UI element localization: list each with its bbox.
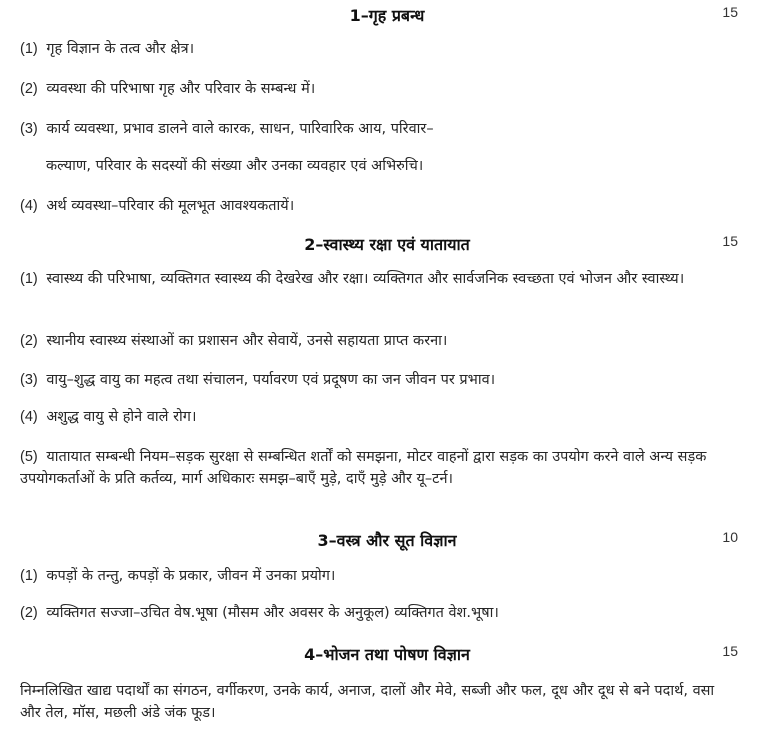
item-text: अशुद्ध वायु से होने वाले रोग। (46, 409, 197, 425)
item-number: (4) (20, 198, 38, 214)
item-text: कार्य व्यवस्था, प्रभाव डालने वाले कारक, साधन, पारिवारिक आय, परिवार– (46, 121, 434, 137)
list-item (20, 330, 735, 352)
list-item (20, 565, 735, 587)
list-item (20, 78, 735, 100)
section-marks: 15 (722, 4, 738, 20)
section-title: 2–स्वास्थ्य रक्षा एवं यातायात (304, 235, 470, 254)
section-4-heading (0, 643, 774, 667)
item-number: (2) (20, 605, 38, 621)
list-item-continuation (46, 155, 761, 177)
section-title: 4–भोजन तथा पोषण विज्ञान (304, 645, 470, 664)
list-item (20, 602, 735, 624)
list-item (20, 118, 735, 140)
section-2-heading (0, 233, 774, 257)
item-number: (2) (20, 81, 38, 97)
section-title: 1–गृह प्रबन्ध (349, 6, 425, 25)
item-text: वायु–शुद्ध वायु का महत्व तथा संचालन, पर्यावरण एवं प्रदूषण का जन जीवन पर प्रभाव। (46, 372, 496, 388)
item-text: कपड़ों के तन्तु, कपड़ों के प्रकार, जीवन में उनका प्रयोग। (46, 568, 336, 584)
section-marks: 10 (722, 529, 738, 545)
item-number: (3) (20, 372, 38, 388)
section-3-heading (0, 529, 774, 553)
item-text: निम्नलिखित खाद्य पदार्थों का संगठन, वर्गीकरण, उनके कार्य, अनाज, दालों और मेवे, सब्जी और फल, दूध और दूध से बने पदार्थ, वसा और तेल, मॉस, मछली अंडे जंक फूड। (20, 683, 715, 721)
item-text: स्थानीय स्वास्थ्य संस्थाओं का प्रशासन और सेवायें, उनसे सहायता प्राप्त करना। (46, 333, 448, 349)
item-number: (3) (20, 121, 38, 137)
item-number: (2) (20, 333, 38, 349)
item-text: कल्याण, परिवार के सदस्यों की संख्या और उनका व्यवहार एवं अभिरुचि। (46, 158, 424, 174)
list-item (20, 680, 735, 724)
list-item (20, 268, 735, 290)
list-item (20, 38, 735, 60)
section-title: 3–वस्त्र और सूत विज्ञान (317, 531, 457, 550)
item-number: (1) (20, 41, 38, 57)
item-text: यातायात सम्बन्धी नियम–सड़क सुरक्षा से सम्बन्धित शर्तों को समझना, मोटर वाहनों द्वारा सड़क का उपयोग करने वाले अन्य सड़क उपयोगकर्ताओं के प्रति कर्तव्य, मार्ग अधिकारः समझ–बाएँ मुड़े, दाएँ मुड़े और यू–टर्न। (20, 449, 707, 487)
item-number: (1) (20, 271, 38, 287)
list-item (20, 195, 735, 217)
list-item (20, 406, 735, 428)
item-number: (1) (20, 568, 38, 584)
item-number: (5) (20, 449, 38, 465)
item-text: अर्थ व्यवस्था–परिवार की मूलभूत आवश्यकतायें। (46, 198, 295, 214)
section-1-heading (0, 4, 774, 28)
section-marks: 15 (722, 643, 738, 659)
list-item (20, 446, 735, 490)
item-text: स्वास्थ्य की परिभाषा, व्यक्तिगत स्वास्थ्य की देखरेख और रक्षा। व्यक्तिगत और सार्वजनिक स्वच्छता एवं भोजन और स्वास्थ्य। (46, 271, 685, 287)
item-text: गृह विज्ञान के तत्व और क्षेत्र। (46, 41, 195, 57)
list-item (20, 369, 735, 391)
item-text: व्यक्तिगत सज्जा–उचित वेष.भूषा (मौसम और अवसर के अनुकूल) व्यक्तिगत वेश.भूषा। (46, 605, 499, 621)
section-marks: 15 (722, 233, 738, 249)
item-number: (4) (20, 409, 38, 425)
item-text: व्यवस्था की परिभाषा गृह और परिवार के सम्बन्ध में। (46, 81, 316, 97)
